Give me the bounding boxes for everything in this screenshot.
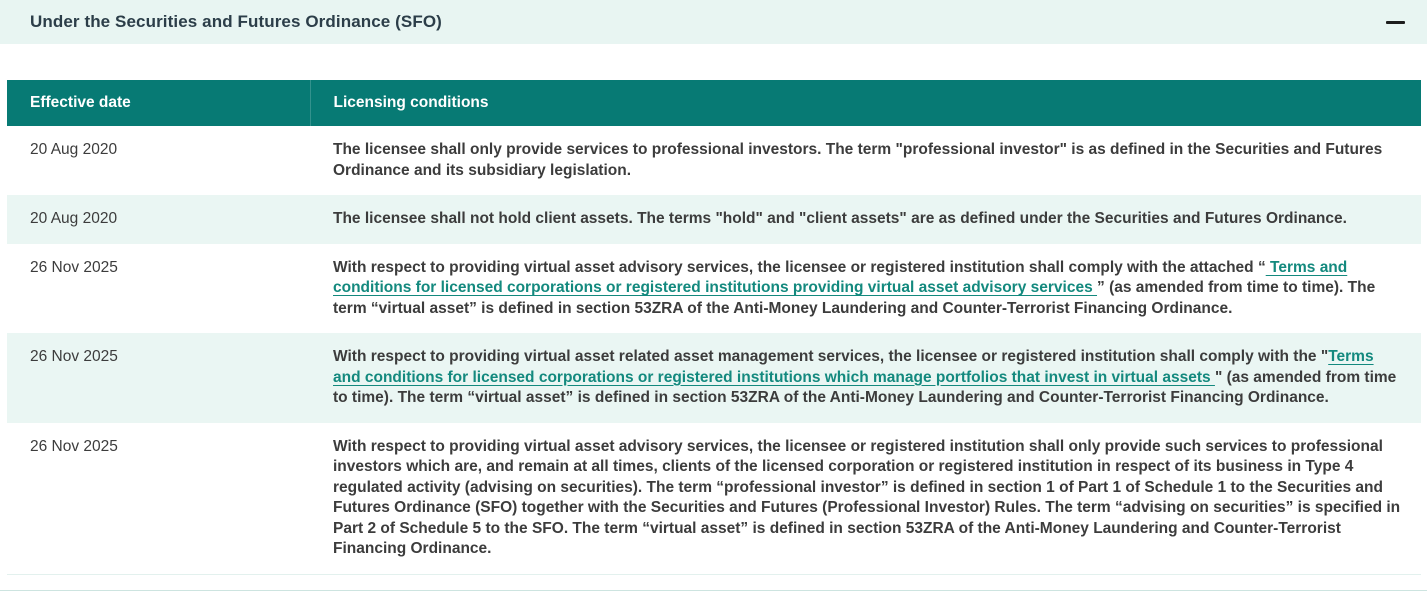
licensing-condition-cell	[310, 423, 1421, 575]
table-row	[7, 423, 1421, 575]
table-row	[7, 195, 1421, 244]
terms-and-conditions-link[interactable]: Terms and conditions for licensed corporations or registered institutions providing virtual asset advisory services	[333, 258, 1348, 296]
accordion-header-sfo[interactable]	[0, 0, 1427, 44]
licensing-conditions-table	[7, 80, 1421, 575]
effective-date-cell: 26 Nov 2025	[30, 348, 118, 365]
section-bottom-divider	[0, 590, 1427, 591]
effective-date-cell: 20 Aug 2020	[30, 210, 118, 227]
effective-date-cell: 20 Aug 2020	[30, 141, 118, 158]
table-header-row	[7, 80, 1421, 126]
condition-text: The licensee shall only provide services to professional investors. The term "professional investor" is as defined in the Securities and Futures Ordinance and its subsidiary legislation.	[333, 141, 1383, 179]
licensing-condition-cell	[310, 195, 1421, 244]
licensing-condition-cell	[310, 126, 1421, 195]
condition-text: The licensee shall not hold client assets. The terms "hold" and "client assets" are as defined under the Securities and Futures Ordinance.	[333, 210, 1347, 227]
condition-text: " (as amended from time to time). The term “virtual asset” is defined in section 53ZRA of the Anti-Money Laundering and Counter-Terrorist Financing Ordinance.	[333, 368, 1397, 406]
condition-text: ” (as amended from time to time). The term “virtual asset” is defined in section 53ZRA of the Anti-Money Laundering and Counter-Terrorist Financing Ordinance.	[333, 279, 1376, 317]
licensing-condition-cell	[310, 244, 1421, 334]
table-body	[7, 126, 1421, 574]
effective-date-cell: 26 Nov 2025	[30, 258, 118, 276]
column-header-licensing-conditions: Licensing conditions	[310, 80, 1421, 126]
table-row	[7, 126, 1421, 195]
condition-text: With respect to providing virtual asset advisory services, the licensee or registered institution shall comply with the attached “	[333, 258, 1266, 276]
table-header	[7, 80, 1421, 126]
table-row	[7, 333, 1421, 423]
collapse-minus-icon[interactable]	[1386, 21, 1405, 24]
licensing-condition-cell	[310, 333, 1421, 423]
condition-text: With respect to providing virtual asset related asset management services, the licensee or registered institution shall comply with the "	[333, 348, 1329, 365]
condition-text: With respect to providing virtual asset advisory services, the licensee or registered institution shall only provide such services to professional investors which are, and remain at all times, clients of the licensed corporation or registered institution in respect of its business in Type 4 regulated activity (advising on securities). The term “professional investor” is defined in section 1 of Part 1 of Schedule 1 to the Securities and Futures Ordinance (SFO) together with the Securities and Futures (Professional Investor) Rules. The term “advising on securities” is specified in Part 2 of Schedule 5 to the SFO. The term “virtual asset” is defined in section 53ZRA of the Anti-Money Laundering and Counter-Terrorist Financing Ordinance.	[333, 437, 1401, 557]
table-row	[7, 244, 1421, 334]
terms-and-conditions-link[interactable]: Terms and conditions for licensed corporations or registered institutions which manage portfolios that invest in virtual assets	[333, 348, 1374, 386]
effective-date-cell: 26 Nov 2025	[30, 437, 118, 455]
column-header-effective-date: Effective date	[7, 80, 310, 126]
accordion-title: Under the Securities and Futures Ordinance (SFO)	[30, 12, 442, 31]
licensing-conditions-section	[7, 80, 1421, 575]
